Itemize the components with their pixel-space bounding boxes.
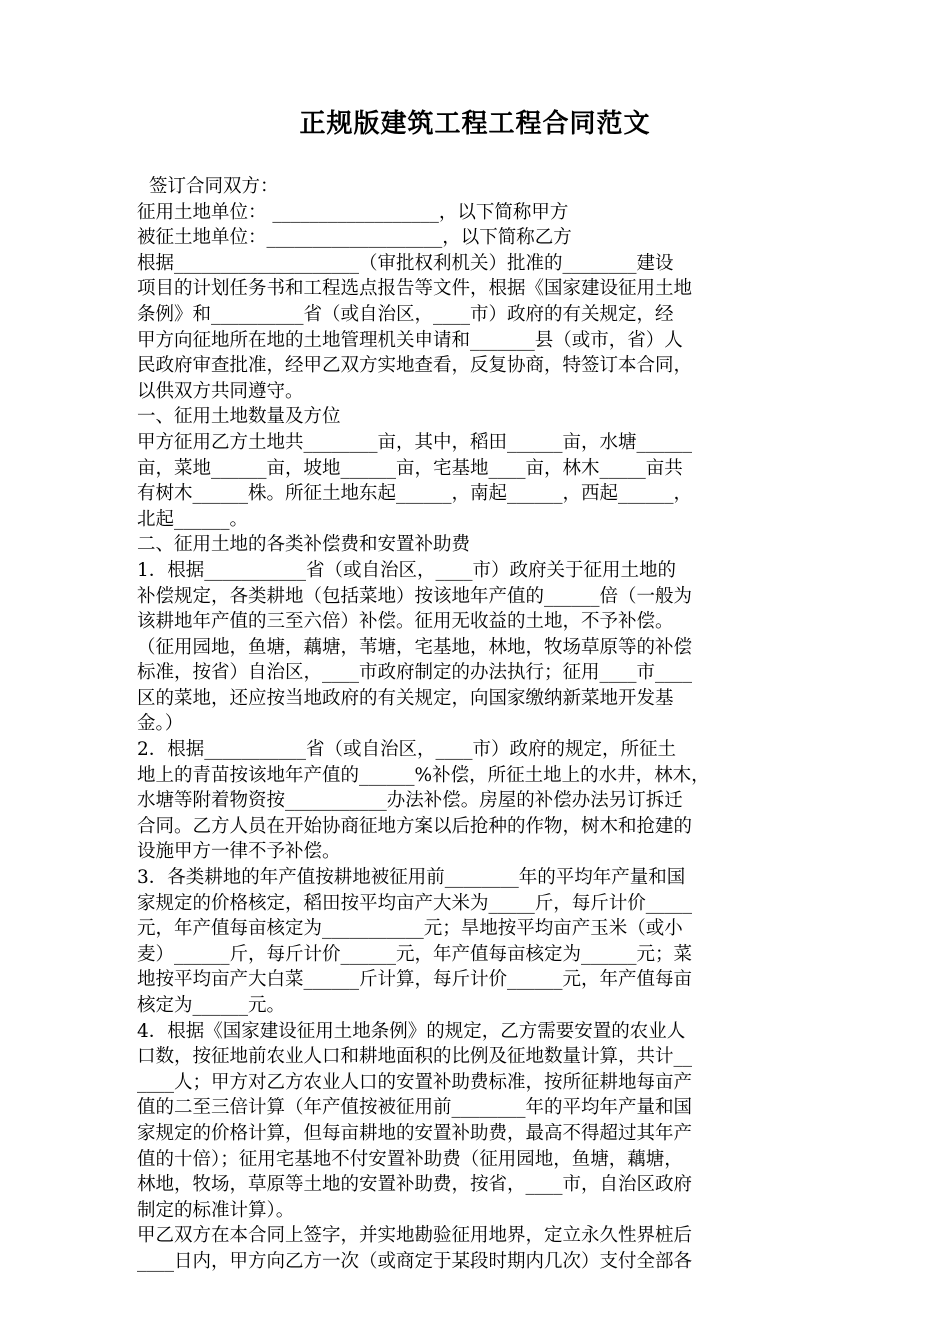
text-line: 地上的青苗按该地年产值的______%补偿，所征土地上的水井，林木，	[137, 764, 710, 786]
text-line: （征用园地，鱼塘，藕塘，苇塘，宅基地，林地，牧场草原等的补偿	[137, 636, 693, 658]
section-heading: 二、征用土地的各类补偿费和安置补助费	[137, 534, 471, 556]
text-line: 区的菜地，还应按当地政府的有关规定，向国家缴纳新菜地开发基	[137, 687, 674, 709]
text-line: 金。）	[137, 713, 184, 735]
text-line: 北起______。	[137, 508, 249, 530]
text-line: 值的十倍）；征用宅基地不付安置补助费（征用园地，鱼塘，藕塘，	[137, 1148, 683, 1170]
document-title: 正规版建筑工程工程合同范文	[299, 109, 651, 139]
text-line: ____日内，甲方向乙方一次（或商定于某段时期内几次）支付全部各	[137, 1250, 693, 1272]
text-line: 家规定的价格核定，稻田按平均亩产大米为_____斤，每斤计价_____	[137, 892, 693, 914]
text-line: 家规定的价格计算，但每亩耕地的安置补助费，最高不得超过其年产	[137, 1122, 693, 1144]
section-heading: 一、征用土地数量及方位	[137, 406, 341, 428]
text-line: 值的二至三倍计算（年产值按被征用前________年的平均年产量和国	[137, 1097, 693, 1119]
text-line: 被征土地单位：___________________，以下简称乙方	[137, 227, 572, 249]
text-line: 4．根据《国家建设征用土地条例》的规定，乙方需要安置的农业人	[137, 1020, 686, 1042]
text-line: 以供双方共同遵守。	[137, 380, 304, 402]
text-line: 根据____________________（审批权利机关）批准的________建设	[137, 252, 674, 274]
text-line: 3．各类耕地的年产值按耕地被征用前________年的平均年产量和国	[137, 867, 686, 889]
text-line: 核定为______元。	[137, 995, 286, 1016]
document-body	[137, 174, 817, 1275]
text-line: 元，年产值每亩核定为___________元；旱地按平均亩产玉米（或小	[137, 918, 683, 940]
text-line: 1．根据___________省（或自治区，____市）政府关于征用土地的	[137, 559, 677, 581]
text-line: 甲乙双方在本合同上签字，并实地勘验征用地界，定立永久性界桩后	[137, 1225, 693, 1247]
text-line: 合同。乙方人员在开始协商征地方案以后抢种的作物，树木和抢建的	[137, 815, 693, 837]
text-line: 项目的计划任务书和工程选点报告等文件，根据《国家建设征用土地	[137, 278, 693, 300]
text-line: 2．根据___________省（或自治区，____市）政府的规定，所征土	[137, 739, 677, 761]
text-line: 征用土地单位： __________________，以下简称甲方	[137, 201, 569, 223]
text-line: 甲方征用乙方土地共________亩，其中，稻田______亩，水塘______	[137, 431, 693, 453]
text-line: 甲方向征地所在地的土地管理机关申请和_______县（或市，省）人	[137, 329, 683, 351]
text-line: 签订合同双方：	[149, 176, 279, 197]
text-line: ____人；甲方对乙方农业人口的安置补助费标准，按所征耕地每亩产	[137, 1071, 693, 1093]
text-line: 水塘等附着物资按___________办法补偿。房屋的补偿办法另订拆迁	[137, 790, 683, 812]
text-line: 民政府审查批准，经甲乙双方实地查看，反复协商，特签订本合同，	[137, 355, 693, 377]
text-line: 有树木______株。所征土地东起______，南起______，西起______，	[137, 483, 693, 505]
text-line: 该耕地年产值的三至六倍）补偿。征用无收益的土地，不予补偿。	[137, 611, 674, 633]
text-line: 设施甲方一律不予补偿。	[137, 841, 341, 863]
text-line: 口数，按征地前农业人口和耕地面积的比例及征地数量计算，共计__	[137, 1046, 693, 1068]
text-line: 标准，按省）自治区，____市政府制定的办法执行；征用____市____	[137, 662, 693, 684]
text-line: 地按平均亩产大白菜______斤计算，每斤计价______元，年产值每亩	[137, 969, 693, 991]
text-line: 麦）______斤，每斤计价______元，年产值每亩核定为______元；菜	[137, 943, 693, 965]
text-line: 林地，牧场，草原等土地的安置补助费，按省，____市，自治区政府	[137, 1174, 693, 1196]
text-line: 亩，菜地______亩，坡地______亩，宅基地____亩，林木_____亩共	[137, 457, 683, 479]
text-line: 补偿规定，各类耕地（包括菜地）按该地年产值的______倍（一般为	[137, 585, 693, 607]
text-line: 条例》和__________省（或自治区，____市）政府的有关规定，经	[137, 303, 674, 325]
text-line: 制定的标准计算）。	[137, 1199, 295, 1221]
